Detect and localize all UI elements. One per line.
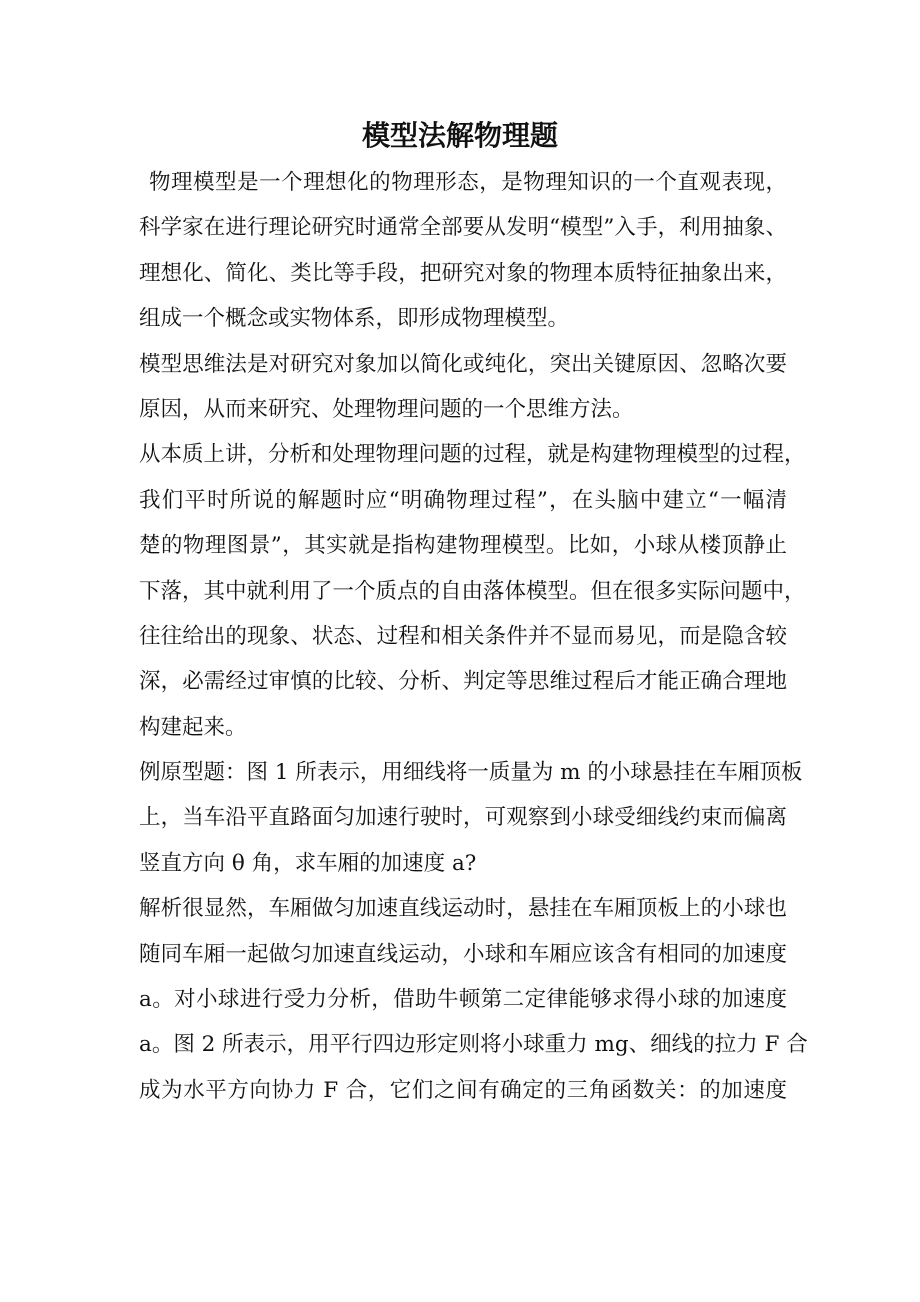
text-line: 例原型题：图 1 所表示，用细线将一质量为 m 的小球悬挂在车厢顶板: [139, 760, 803, 786]
text-line: 原因，从而来研究、处理物理问题的一个思维方法。: [139, 396, 634, 422]
text-line: 物理模型是一个理想化的物理形态，是物理知识的一个直观表现，: [149, 170, 787, 195]
text-line: 竖直方向 θ 角，求车厢的加速度 a?: [139, 850, 477, 876]
text-line: 组成一个概念或实物体系，即形成物理模型。: [139, 306, 570, 332]
text-line: 成为水平方向协力 F 合，它们之间有确定的三角函数关：的加速度: [139, 1077, 787, 1103]
text-line: a。对小球进行受力分析，借助牛顿第二定律能够求得小球的加速度: [139, 987, 787, 1013]
document-body: [139, 160, 808, 1113]
text-line: 楚的物理图景”，其实就是指构建物理模型。比如，小球从楼顶静止: [139, 533, 787, 559]
text-line: 深，必需经过审慎的比较、分析、判定等思维过程后才能正确合理地: [139, 669, 787, 695]
text-line: 我们平时所说的解题时应“明确物理过程”，在头脑中建立“一幅清: [139, 487, 787, 513]
text-line: 模型思维法是对研究对象加以简化或纯化，突出关键原因、忽略次要: [139, 351, 787, 377]
text-line: 往往给出的现象、状态、过程和相关条件并不显而易见，而是隐含较: [139, 623, 787, 649]
text-line: 构建起来。: [139, 714, 247, 740]
text-line: 下落，其中就利用了一个质点的自由落体模型。但在很多实际问题中，: [139, 578, 806, 604]
text-line: 理想化、简化、类比等手段，把研究对象的物理本质特征抽象出来，: [139, 260, 787, 286]
text-line: 随同车厢一起做匀加速直线运动，小球和车厢应该含有相同的加速度: [139, 941, 787, 967]
text-line: 科学家在进行理论研究时通常全部要从发明“模型”入手，利用抽象、: [139, 215, 787, 241]
text-line: 从本质上讲，分析和处理物理问题的过程，就是构建物理模型的过程，: [139, 442, 806, 468]
text-line: 上，当车沿平直路面匀加速行驶时，可观察到小球受细线约束而偏离: [139, 805, 787, 831]
document-title: 模型法解物理题: [361, 119, 558, 152]
text-line: a。图 2 所表示，用平行四边形定则将小球重力 mg、细线的拉力 F 合: [139, 1032, 808, 1058]
text-line: 解析很显然，车厢做匀加速直线运动时，悬挂在车厢顶板上的小球也: [139, 896, 787, 922]
